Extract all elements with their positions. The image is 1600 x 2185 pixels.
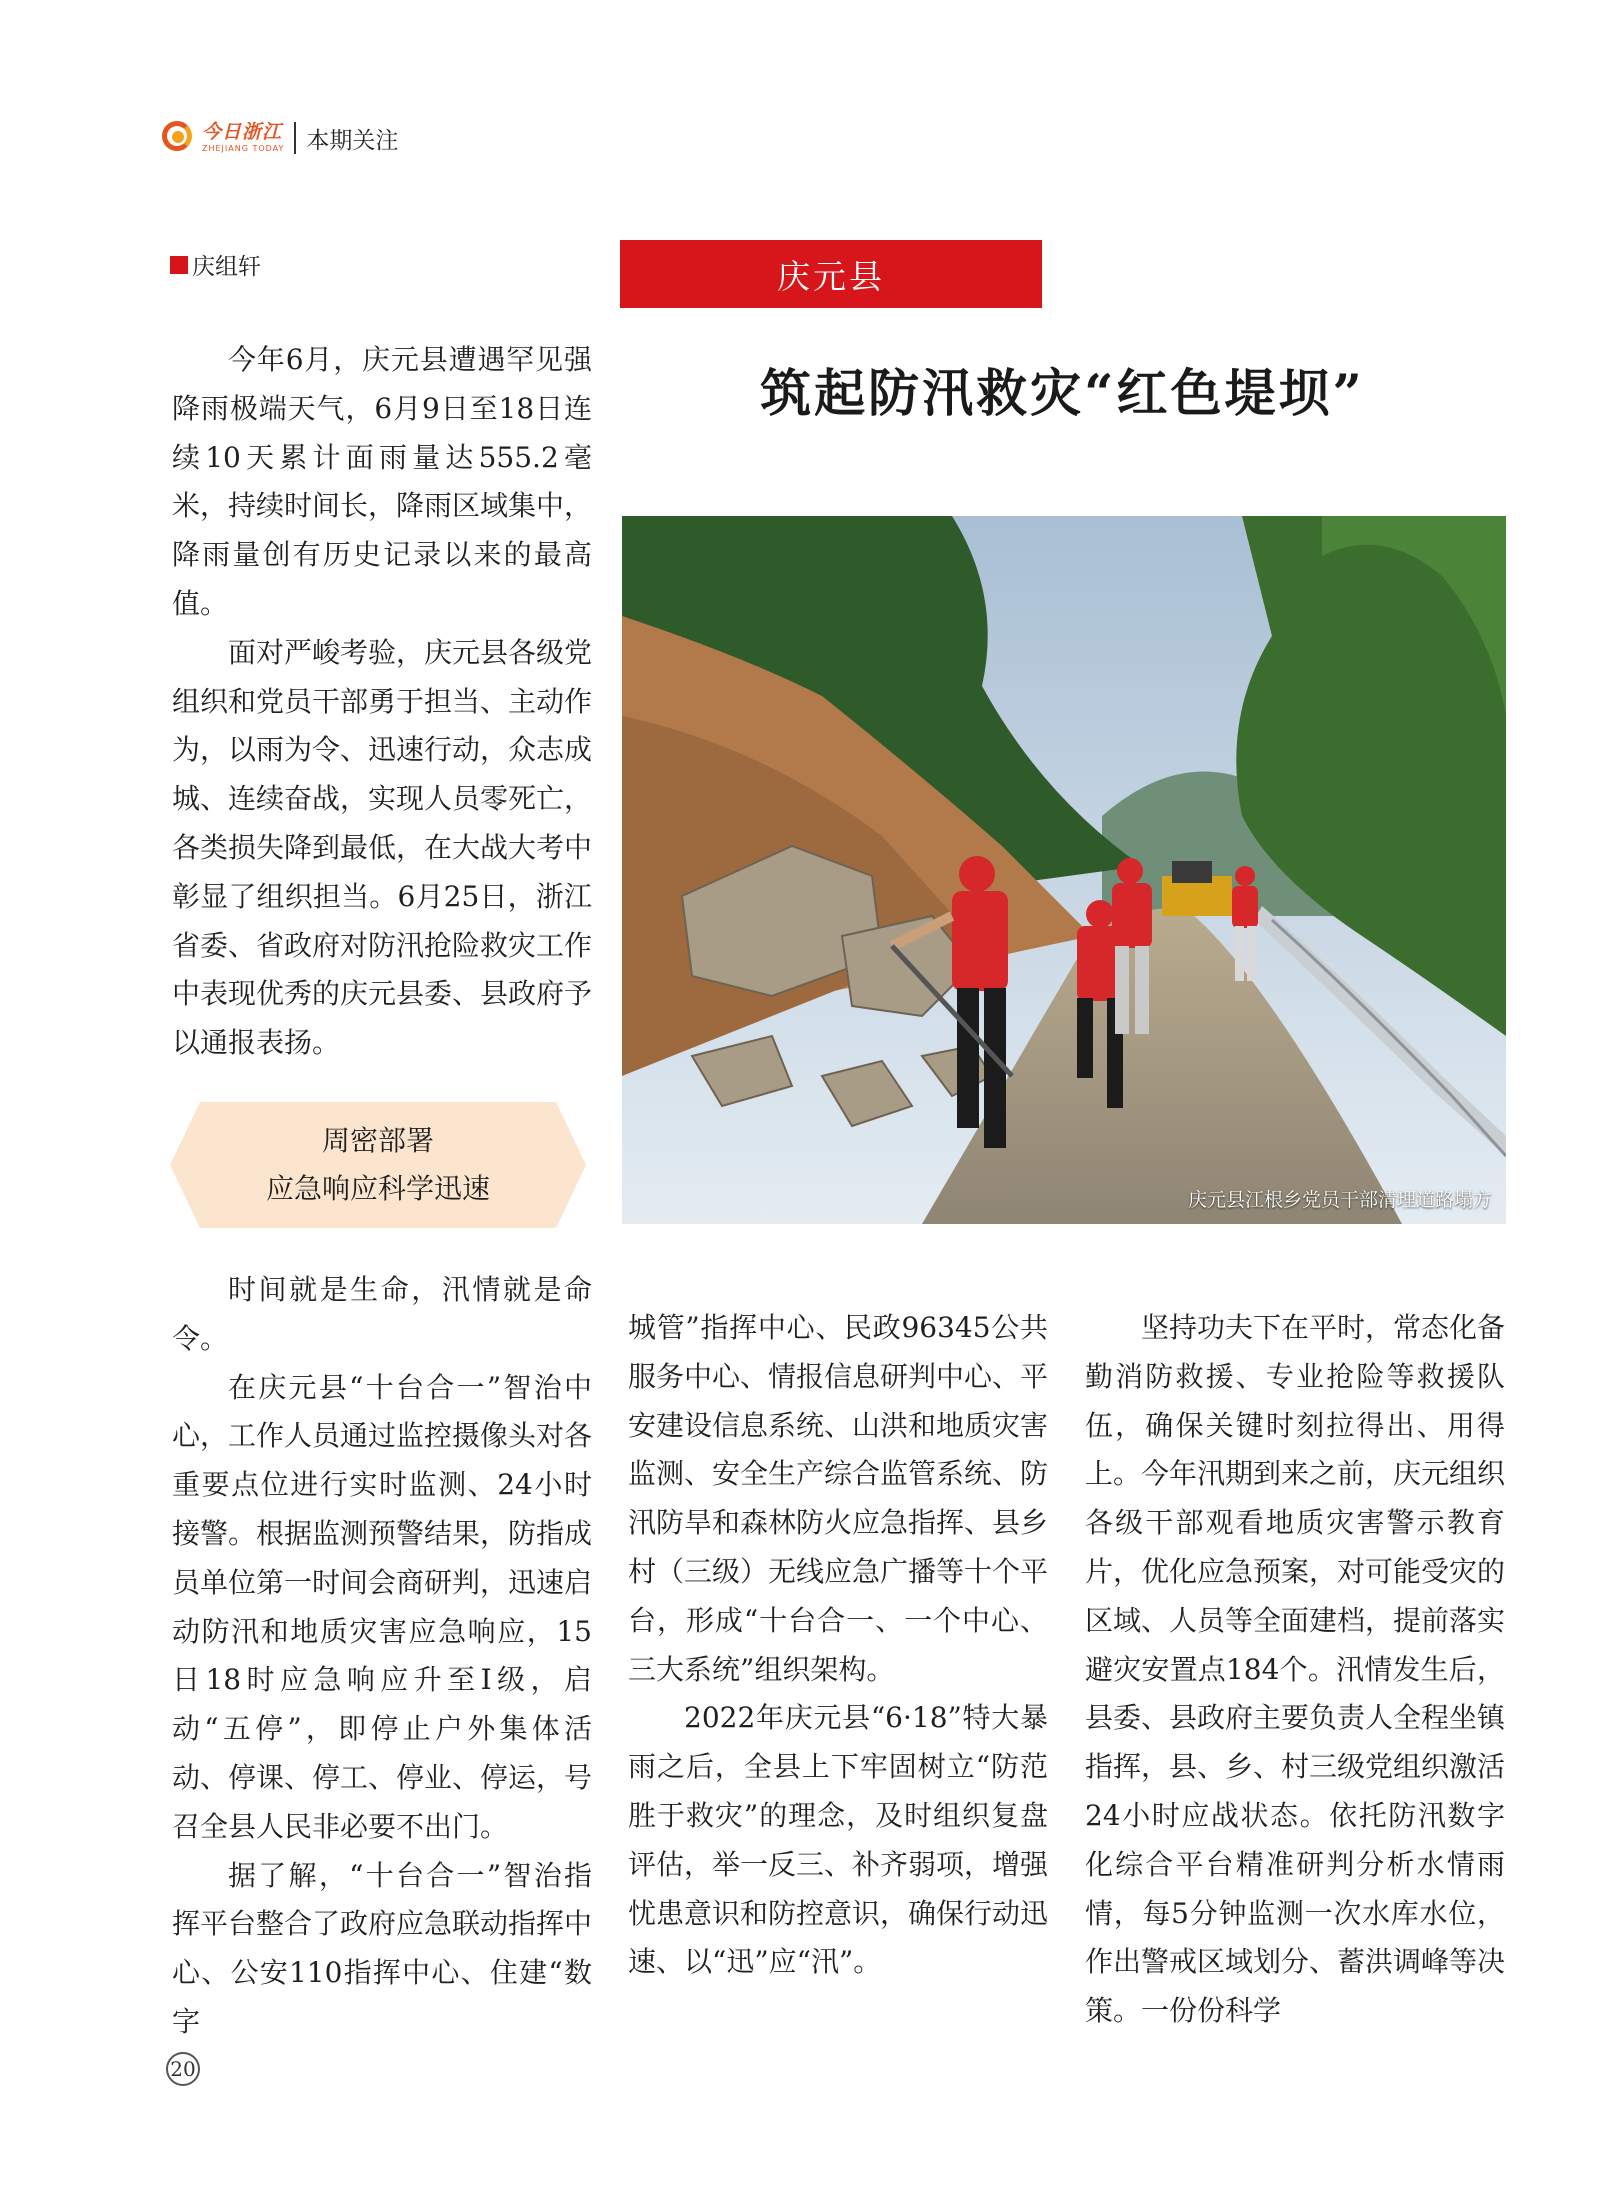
logo-cn: 今日浙江 <box>202 121 283 143</box>
section1-paragraph-2: 在庆元县“十台合一”智治中心，工作人员通过监控摄像头对各重要点位进行实时监测、24小时接警。根据监测预警结果，防指成员单位第一时间会商研判，迅速启动防汛和地质灾害应急响应，15日18时应急响应升至Ⅰ级，启动“五停”，即停止户外集体活动、停课、停工、停业、停运，号召全县人民非必要不出门。 <box>172 1370 593 1843</box>
headline: 筑起防汛救灾“红色堤坝” <box>760 364 1365 424</box>
column-2-continuation: 城管”指挥中心、民政96345公共服务中心、情报信息研判中心、平安建设信息系统、山洪和地质灾害监测、安全生产综合监管系统、防汛防旱和森林防火应急指挥、县乡村（三级）无线应急广播等十个平台，形成“十台合一、一个中心、三大系统”组织架构。 <box>628 1311 1049 1686</box>
place-banner: 庆元县 <box>620 240 1042 308</box>
page-number: 20 <box>166 2052 200 2086</box>
section-label: 本期关注 <box>306 127 399 154</box>
news-photo <box>622 516 1506 1224</box>
column-3-paragraph-1: 坚持功夫下在平时，常态化备勤消防救援、专业抢险等救援队伍，确保关键时刻拉得出、用得上。今年汛期到来之前，庆元组织各级干部观看地质灾害警示教育片，优化应急预案，对可能受灾的区域、人员等全面建档，提前落实避灾安置点184个。汛情发生后，县委、县政府主要负责人全程坐镇指挥，县、乡、村三级党组织激活24小时应战状态。依托防汛数字化综合平台精准研判分析水情雨情，每5分钟监测一次水库水位，作出警戒区域划分、蓄洪调峰等决策。一份份科学 <box>1085 1311 1506 2028</box>
intro-text <box>172 336 592 1068</box>
red-square-icon <box>170 256 188 274</box>
column-3-text <box>1085 1304 1505 2036</box>
column-2-text <box>628 1304 1048 1987</box>
logo <box>202 123 284 153</box>
column-2-paragraph-2: 2022年庆元县“6·18”特大暴雨之后，全县上下牢固树立“防范胜于救灾”的理念，及时组织复盘评估，举一反三、补齐弱项，增强忧患意识和防控意识，确保行动迅速、以“迅”应“汛”。 <box>628 1701 1049 1979</box>
author-name: 庆组轩 <box>192 254 261 280</box>
author-byline <box>170 248 261 281</box>
subsection-header <box>170 1102 586 1228</box>
photo-illustration <box>622 516 1506 1224</box>
section1-paragraph-1: 时间就是生命，汛情就是命令。 <box>172 1273 592 1355</box>
subsection-title-line-2: 应急响应科学迅速 <box>265 1172 490 1205</box>
logo-en: ZHEJIANG TODAY <box>202 144 285 153</box>
section1-text <box>172 1266 592 2047</box>
section1-paragraph-3: 据了解，“十台合一”智治指挥平台整合了政府应急联动指挥中心、公安110指挥中心、住建“数字 <box>172 1858 593 2038</box>
masthead <box>162 118 398 158</box>
intro-paragraph-1: 今年6月，庆元县遭遇罕见强降雨极端天气，6月9日至18日连续10天累计面雨量达555.2毫米，持续时间长，降雨区域集中，降雨量创有历史记录以来的最高值。 <box>172 343 593 620</box>
subsection-title-line-1: 周密部署 <box>321 1124 434 1157</box>
masthead-divider <box>294 122 296 154</box>
intro-paragraph-2: 面对严峻考验，庆元县各级党组织和党员干部勇于担当、主动作为，以雨为令、迅速行动，众志成城、连续奋战，实现人员零死亡，各类损失降到最低，在大战大考中彰显了组织担当。6月25日，浙江省委、省政府对防汛抢险救灾工作中表现优秀的庆元县委、县政府予以通报表扬。 <box>172 635 593 1060</box>
photo-caption: 庆元县江根乡党员干部清理道路塌方 <box>1187 1189 1492 1211</box>
logo-sun-icon <box>162 121 196 155</box>
